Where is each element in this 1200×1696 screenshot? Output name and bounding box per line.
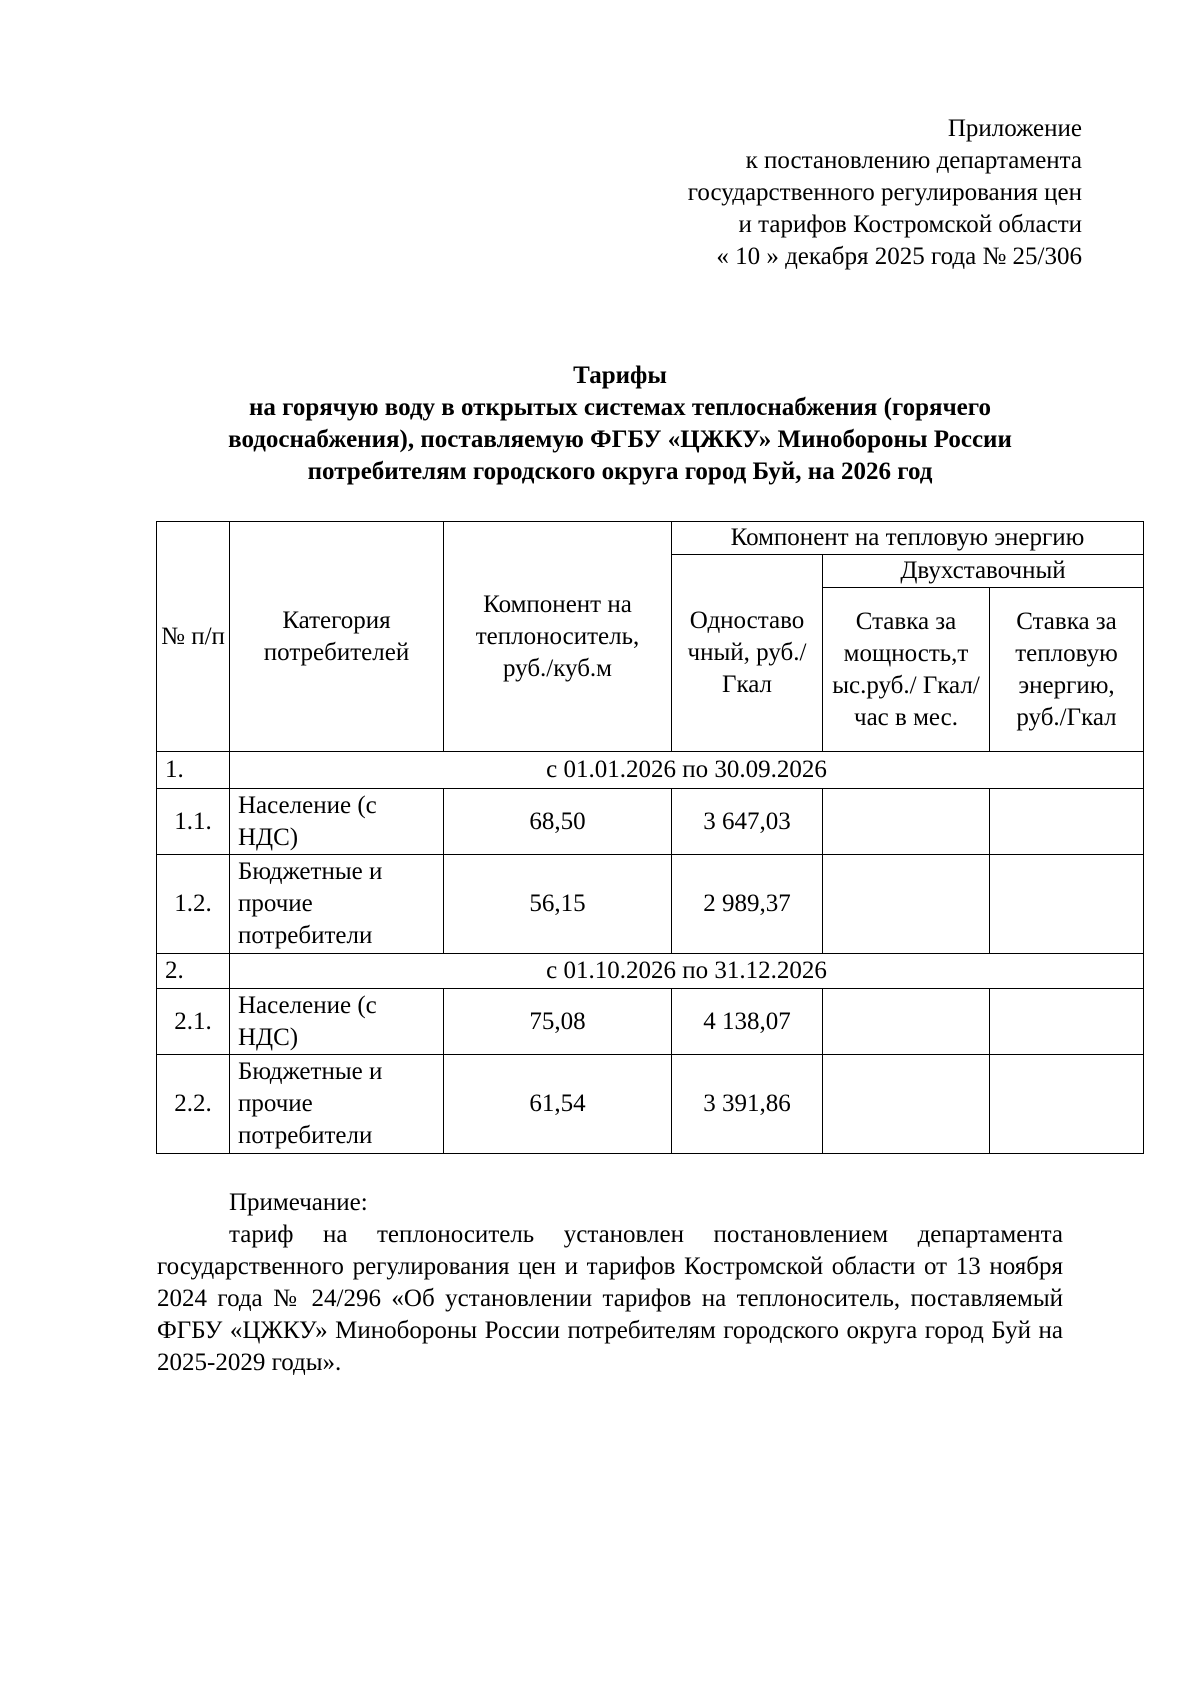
row-carrier: 68,50 xyxy=(444,789,672,855)
title-line: потребителям городского округа город Буй, на 2026 год xyxy=(307,458,933,485)
row-one-rate: 4 138,07 xyxy=(672,989,823,1055)
row-capacity xyxy=(823,855,990,954)
row-capacity xyxy=(823,1055,990,1154)
row-energy xyxy=(990,789,1144,855)
period-number: 2. xyxy=(157,954,230,989)
tariffs-table xyxy=(156,521,1144,1154)
period-number: 1. xyxy=(157,752,230,789)
table-row xyxy=(157,855,1144,954)
document-title xyxy=(150,360,1090,488)
note-label: Примечание: xyxy=(229,1189,368,1216)
row-one-rate: 2 989,37 xyxy=(672,855,823,954)
header-carrier: Компонент на теплоноситель, руб./куб.м xyxy=(444,522,672,752)
row-number: 1.2. xyxy=(157,855,230,954)
row-energy xyxy=(990,989,1144,1055)
row-capacity xyxy=(823,989,990,1055)
appendix-line: и тарифов Костромской области xyxy=(738,211,1082,238)
row-energy xyxy=(990,1055,1144,1154)
header-category: Категория потребителей xyxy=(230,522,444,752)
row-category: Бюджетные и прочие потребители xyxy=(230,1055,444,1154)
table-row xyxy=(157,989,1144,1055)
row-capacity xyxy=(823,789,990,855)
period-row xyxy=(157,752,1144,789)
period-row xyxy=(157,954,1144,989)
header-capacity: Ставка за мощность,т ыс.руб./ Гкал/час в мес. xyxy=(823,588,990,752)
period-label: с 01.10.2026 по 31.12.2026 xyxy=(230,954,1144,989)
row-number: 1.1. xyxy=(157,789,230,855)
row-number: 2.2. xyxy=(157,1055,230,1154)
table-row xyxy=(157,789,1144,855)
appendix-line: Приложение xyxy=(947,115,1082,142)
title-line: водоснабжения), поставляемую ФГБУ «ЦЖКУ» Минобороны России xyxy=(228,426,1012,453)
period-label: с 01.01.2026 по 30.09.2026 xyxy=(230,752,1144,789)
row-carrier: 61,54 xyxy=(444,1055,672,1154)
header-one-rate: Одноставо чный, руб./Гкал xyxy=(672,555,823,752)
row-category: Население (с НДС) xyxy=(230,989,444,1055)
title-line: Тарифы xyxy=(573,362,667,389)
header-energy: Ставка за тепловую энергию, руб./Гкал xyxy=(990,588,1144,752)
appendix-line: к постановлению департамента xyxy=(745,147,1082,174)
row-category: Бюджетные и прочие потребители xyxy=(230,855,444,954)
table-row xyxy=(157,1055,1144,1154)
note-text: тариф на теплоноситель установлен постановлением департамента государственного регулирования цен и тарифов Костромской области от 13 ноября 2024 года № 24/296 «Об установлении тарифов на теплоноситель, поставляемый ФГБУ «ЦЖКУ» Минобороны России потребителям городского округа город Буй на 2025-2029 годы». xyxy=(157,1221,1063,1376)
appendix-line: « 10 » декабря 2025 года № 25/306 xyxy=(716,243,1082,270)
header-two-rate: Двухставочный xyxy=(823,555,1144,588)
row-one-rate: 3 647,03 xyxy=(672,789,823,855)
appendix-block xyxy=(522,113,1082,273)
row-energy xyxy=(990,855,1144,954)
row-one-rate: 3 391,86 xyxy=(672,1055,823,1154)
row-number: 2.1. xyxy=(157,989,230,1055)
title-line: на горячую воду в открытых системах теплоснабжения (горячего xyxy=(248,394,991,421)
appendix-line: государственного регулирования цен xyxy=(687,179,1082,206)
row-category: Население (с НДС) xyxy=(230,789,444,855)
header-number: № п/п xyxy=(157,522,230,752)
header-thermal: Компонент на тепловую энергию xyxy=(672,522,1144,555)
row-carrier: 56,15 xyxy=(444,855,672,954)
row-carrier: 75,08 xyxy=(444,989,672,1055)
note-block xyxy=(157,1187,1063,1379)
